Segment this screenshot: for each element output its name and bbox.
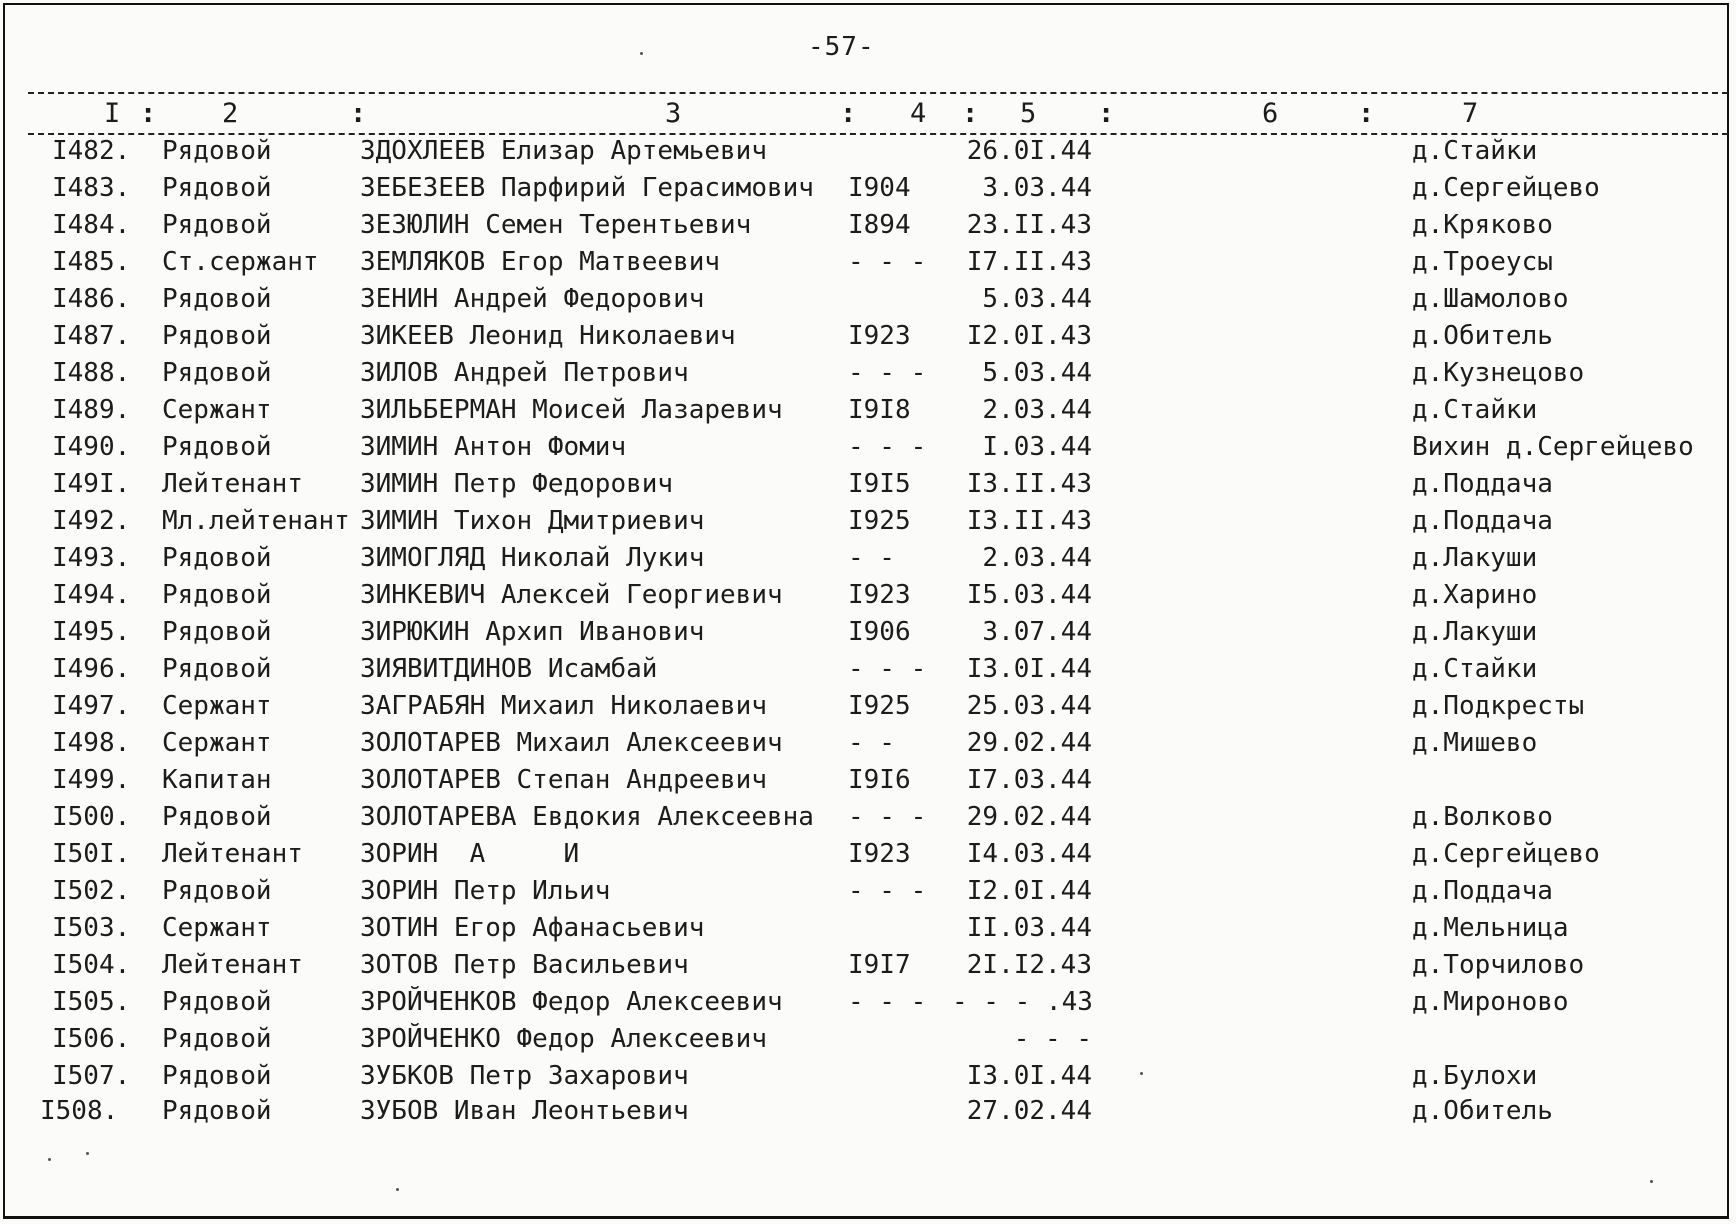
birth-year: - - - xyxy=(848,247,927,277)
full-name: ЗИНКЕВИЧ Алексей Георгиевич xyxy=(360,580,783,610)
record-number: I508. xyxy=(40,1096,119,1126)
record-number: I493. xyxy=(52,543,131,573)
date: I3.0I.44 xyxy=(966,654,1092,684)
record-number: I485. xyxy=(52,247,131,277)
table-row xyxy=(0,133,1736,169)
burial-place: д.Стайки xyxy=(1412,395,1538,425)
burial-place: д.Поддача xyxy=(1412,876,1553,906)
burial-place: д.Поддача xyxy=(1412,506,1553,536)
rank: Рядовой xyxy=(162,321,272,351)
date: I2.0I.44 xyxy=(966,876,1092,906)
full-name: ЗИКЕЕВ Леонид Николаевич xyxy=(360,321,736,351)
table-row xyxy=(0,170,1736,206)
full-name: ЗИМИН Тихон Дмитриевич xyxy=(360,506,705,536)
table-row xyxy=(0,429,1736,465)
scan-speck xyxy=(396,1188,399,1191)
record-number: I504. xyxy=(52,950,131,980)
date: 2.03.44 xyxy=(982,543,1092,573)
record-number: I495. xyxy=(52,617,131,647)
column-header-4: 4 xyxy=(910,98,927,129)
record-number: I484. xyxy=(52,210,131,240)
record-number: I482. xyxy=(52,136,131,166)
table-row xyxy=(0,540,1736,576)
record-number: I488. xyxy=(52,358,131,388)
record-number: I497. xyxy=(52,691,131,721)
full-name: ЗРОЙЧЕНКО Федор Алексеевич xyxy=(360,1024,767,1054)
full-name: ЗОЛОТАРЕВА Евдокия Алексеевна xyxy=(360,802,814,832)
rank: Рядовой xyxy=(162,543,272,573)
rank: Рядовой xyxy=(162,210,272,240)
record-number: I505. xyxy=(52,987,131,1017)
date: I5.03.44 xyxy=(966,580,1092,610)
full-name: ЗУБОВ Иван Леонтьевич xyxy=(360,1096,689,1126)
birth-year: I906 xyxy=(848,617,911,647)
column-separator: : xyxy=(1358,98,1375,129)
record-number: I486. xyxy=(52,284,131,314)
date: I3.II.43 xyxy=(966,506,1092,536)
birth-year: - - - xyxy=(848,432,927,462)
column-separator: : xyxy=(140,98,157,129)
table-row xyxy=(0,318,1736,354)
date: 5.03.44 xyxy=(982,358,1092,388)
full-name: ЗОЛОТАРЕВ Михаил Алексеевич xyxy=(360,728,783,758)
rank: Рядовой xyxy=(162,173,272,203)
record-number: I49I. xyxy=(52,469,131,499)
burial-place: д.Лакуши xyxy=(1412,617,1538,647)
full-name: ЗУБКОВ Петр Захарович xyxy=(360,1061,689,1091)
table-row xyxy=(0,207,1736,243)
table-row xyxy=(0,1021,1736,1057)
birth-year: - - xyxy=(848,543,895,573)
date: I.03.44 xyxy=(982,432,1092,462)
burial-place: д.Кряково xyxy=(1412,210,1553,240)
column-header-6: 6 xyxy=(1262,98,1279,129)
burial-place: д.Стайки xyxy=(1412,654,1538,684)
full-name: ЗОЛОТАРЕВ Степан Андреевич xyxy=(360,765,767,795)
record-number: I494. xyxy=(52,580,131,610)
date: 2I.I2.43 xyxy=(966,950,1092,980)
date: 5.03.44 xyxy=(982,284,1092,314)
record-number: I498. xyxy=(52,728,131,758)
scan-speck xyxy=(48,1158,51,1161)
birth-year: - - - xyxy=(848,358,927,388)
date: 3.07.44 xyxy=(982,617,1092,647)
scan-speck xyxy=(1140,1072,1143,1075)
burial-place: д.Лакуши xyxy=(1412,543,1538,573)
burial-place: д.Мельница xyxy=(1412,913,1569,943)
scan-speck xyxy=(640,52,643,55)
burial-place: д.Харино xyxy=(1412,580,1538,610)
date: 26.0I.44 xyxy=(966,136,1092,166)
date: - - - xyxy=(1013,1024,1092,1054)
table-row xyxy=(0,762,1736,798)
table-row xyxy=(0,1093,1736,1129)
record-number: I503. xyxy=(52,913,131,943)
date: - - - .43 xyxy=(952,987,1093,1017)
record-number: I489. xyxy=(52,395,131,425)
table-row xyxy=(0,873,1736,909)
rank: Лейтенант xyxy=(162,839,303,869)
column-separator: : xyxy=(1098,98,1115,129)
column-header-7: 7 xyxy=(1462,98,1479,129)
full-name: ЗИМИН Антон Фомич xyxy=(360,432,627,462)
rank: Рядовой xyxy=(162,284,272,314)
birth-year: I9I8 xyxy=(848,395,911,425)
full-name: ЗИРЮКИН Архип Иванович xyxy=(360,617,705,647)
full-name: ЗЕНИН Андрей Федорович xyxy=(360,284,705,314)
full-name: ЗОРИН А И xyxy=(360,839,580,869)
date: 3.03.44 xyxy=(982,173,1092,203)
page-number: -57- xyxy=(808,32,875,62)
rank: Рядовой xyxy=(162,876,272,906)
date: 23.II.43 xyxy=(966,210,1092,240)
burial-place: д.Торчилово xyxy=(1412,950,1585,980)
full-name: ЗОТОВ Петр Васильевич xyxy=(360,950,689,980)
table-row xyxy=(0,355,1736,391)
date: I2.0I.43 xyxy=(966,321,1092,351)
date: 25.03.44 xyxy=(966,691,1092,721)
date: 29.02.44 xyxy=(966,728,1092,758)
full-name: ЗОТИН Егор Афанасьевич xyxy=(360,913,705,943)
table-row xyxy=(0,651,1736,687)
burial-place: д.Мишево xyxy=(1412,728,1538,758)
header-rule-top xyxy=(28,92,1728,94)
record-number: I483. xyxy=(52,173,131,203)
burial-place: д.Сергейцево xyxy=(1412,173,1600,203)
rank: Рядовой xyxy=(162,987,272,1017)
scan-speck xyxy=(86,1152,89,1155)
birth-year: - - - xyxy=(848,654,927,684)
burial-place: д.Кузнецово xyxy=(1412,358,1585,388)
burial-place: д.Волково xyxy=(1412,802,1553,832)
full-name: ЗИЛОВ Андрей Петрович xyxy=(360,358,689,388)
date: I3.0I.44 xyxy=(966,1061,1092,1091)
table-row xyxy=(0,244,1736,280)
table-row xyxy=(0,836,1736,872)
column-header-3: 3 xyxy=(665,98,682,129)
rank: Мл.лейтенант xyxy=(162,506,350,536)
burial-place: д.Сергейцево xyxy=(1412,839,1600,869)
birth-year: - - xyxy=(848,728,895,758)
birth-year: I923 xyxy=(848,321,911,351)
column-separator: : xyxy=(350,98,367,129)
column-separator: : xyxy=(840,98,857,129)
record-number: I502. xyxy=(52,876,131,906)
burial-place: д.Поддача xyxy=(1412,469,1553,499)
table-row xyxy=(0,910,1736,946)
table-row xyxy=(0,984,1736,1020)
full-name: ЗИМИН Петр Федорович xyxy=(360,469,674,499)
birth-year: I894 xyxy=(848,210,911,240)
record-number: I496. xyxy=(52,654,131,684)
rank: Лейтенант xyxy=(162,469,303,499)
rank: Рядовой xyxy=(162,1024,272,1054)
table-row xyxy=(0,503,1736,539)
rank: Рядовой xyxy=(162,358,272,388)
birth-year: I923 xyxy=(848,839,911,869)
table-row xyxy=(0,799,1736,835)
birth-year: - - - xyxy=(848,987,927,1017)
date: 29.02.44 xyxy=(966,802,1092,832)
rank: Сержант xyxy=(162,395,272,425)
date: I7.03.44 xyxy=(966,765,1092,795)
birth-year: I923 xyxy=(848,580,911,610)
column-separator: : xyxy=(962,98,979,129)
rank: Рядовой xyxy=(162,654,272,684)
record-number: I50I. xyxy=(52,839,131,869)
rank: Рядовой xyxy=(162,1096,272,1126)
birth-year: - - - xyxy=(848,802,927,832)
record-number: I487. xyxy=(52,321,131,351)
table-row xyxy=(0,392,1736,428)
burial-place: д.Троеусы xyxy=(1412,247,1553,277)
table-row xyxy=(0,614,1736,650)
date: I3.II.43 xyxy=(966,469,1092,499)
rank: Рядовой xyxy=(162,432,272,462)
birth-year: I925 xyxy=(848,506,911,536)
record-number: I499. xyxy=(52,765,131,795)
rank: Сержант xyxy=(162,728,272,758)
full-name: ЗЕБЕЗЕЕВ Парфирий Герасимович xyxy=(360,173,814,203)
column-header-5: 5 xyxy=(1020,98,1037,129)
rank: Рядовой xyxy=(162,136,272,166)
column-header-1: I xyxy=(104,98,121,129)
birth-year: I9I6 xyxy=(848,765,911,795)
burial-place: д.Шамолово xyxy=(1412,284,1569,314)
table-row xyxy=(0,688,1736,724)
full-name: ЗОРИН Петр Ильич xyxy=(360,876,611,906)
full-name: ЗАГРАБЯН Михаил Николаевич xyxy=(360,691,767,721)
table-row xyxy=(0,947,1736,983)
rank: Рядовой xyxy=(162,802,272,832)
birth-year: I9I5 xyxy=(848,469,911,499)
rank: Рядовой xyxy=(162,580,272,610)
table-row xyxy=(0,466,1736,502)
full-name: ЗИЛЬБЕРМАН Моисей Лазаревич xyxy=(360,395,783,425)
birth-year: I925 xyxy=(848,691,911,721)
table-row xyxy=(0,725,1736,761)
table-row xyxy=(0,281,1736,317)
burial-place: Вихин д.Сергейцево xyxy=(1412,432,1694,462)
burial-place: д.Миpоново xyxy=(1412,987,1569,1017)
burial-place: д.Стайки xyxy=(1412,136,1538,166)
rank: Сержант xyxy=(162,913,272,943)
rank: Капитан xyxy=(162,765,272,795)
column-header-row xyxy=(0,98,1736,130)
full-name: ЗРОЙЧЕНКОВ Федор Алексеевич xyxy=(360,987,783,1017)
scan-speck xyxy=(1650,1180,1653,1183)
full-name: ЗДОХЛЕЕВ Елизар Артемьевич xyxy=(360,136,767,166)
date: I4.03.44 xyxy=(966,839,1092,869)
rank: Ст.сержант xyxy=(162,247,319,277)
birth-year: I904 xyxy=(848,173,911,203)
rank: Лейтенант xyxy=(162,950,303,980)
burial-place: д.Подкресты xyxy=(1412,691,1585,721)
rank: Рядовой xyxy=(162,1061,272,1091)
record-number: I492. xyxy=(52,506,131,536)
burial-place: д.Обитель xyxy=(1412,321,1553,351)
date: 2.03.44 xyxy=(982,395,1092,425)
rank: Сержант xyxy=(162,691,272,721)
table-row xyxy=(0,1058,1736,1094)
full-name: ЗИМОГЛЯД Николай Лукич xyxy=(360,543,705,573)
full-name: ЗЕМЛЯКОВ Егор Матвеевич xyxy=(360,247,721,277)
record-number: I506. xyxy=(52,1024,131,1054)
table-row xyxy=(0,577,1736,613)
record-number: I490. xyxy=(52,432,131,462)
full-name: ЗИЯВИТДИНОВ Исамбай xyxy=(360,654,658,684)
birth-year: - - - xyxy=(848,876,927,906)
birth-year: I9I7 xyxy=(848,950,911,980)
column-header-2: 2 xyxy=(222,98,239,129)
date: 27.02.44 xyxy=(966,1096,1092,1126)
full-name: ЗЕЗЮЛИН Семен Терентьевич xyxy=(360,210,752,240)
rank: Рядовой xyxy=(162,617,272,647)
burial-place: д.Булохи xyxy=(1412,1061,1538,1091)
record-number: I500. xyxy=(52,802,131,832)
record-number: I507. xyxy=(52,1061,131,1091)
date: I7.II.43 xyxy=(966,247,1092,277)
burial-place: д.Обитель xyxy=(1412,1096,1553,1126)
date: II.03.44 xyxy=(966,913,1092,943)
